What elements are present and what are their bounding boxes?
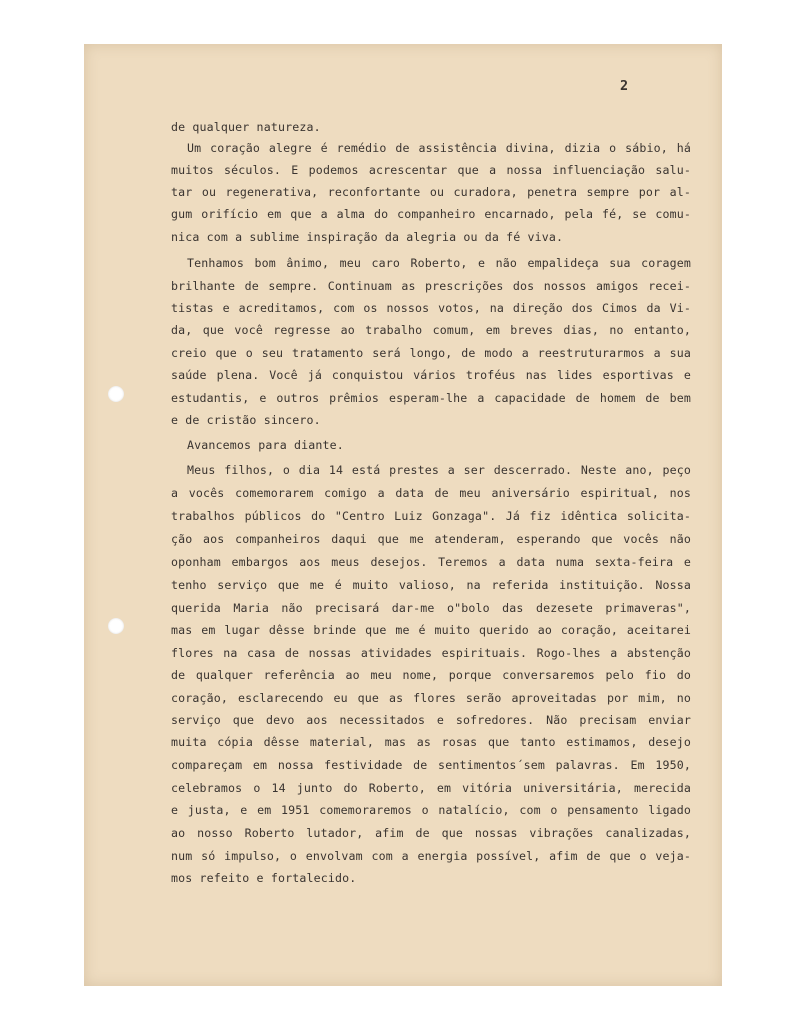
text-line: celebramos o 14 junto do Roberto, em vitória universitária, merecida (171, 781, 691, 795)
text-line: serviço que devo aos necessitados e sofredores. Não precisam enviar (171, 713, 691, 727)
text-line: tar ou regenerativa, reconfortante ou curadora, penetra sempre por al- (171, 185, 691, 199)
text-line: ao nosso Roberto lutador, afim de que nossas vibrações canalizadas, (171, 826, 691, 840)
page-number: 2 (620, 78, 629, 94)
text-line: gum orifício em que a alma do companheiro encarnado, pela fé, se comu- (171, 207, 691, 221)
text-line: ção aos companheiros daqui que me atenderam, esperando que vocês não (171, 532, 691, 546)
text-line: Tenhamos bom ânimo, meu caro Roberto, e não empalideça sua coragem (187, 256, 691, 270)
text-line: trabalhos públicos do "Centro Luiz Gonzaga". Já fiz idêntica solicita- (171, 509, 691, 523)
text-line: creio que o seu tratamento será longo, de modo a reestruturarmos a sua (171, 346, 691, 360)
text-line: muita cópia dêsse material, mas as rosas que tanto estimamos, desejo (171, 735, 691, 749)
text-line: mos refeito e fortalecido. (171, 871, 357, 885)
text-line: tenho serviço que me é muito valioso, na referida instituição. Nossa (171, 578, 691, 592)
text-line: compareçam em nossa festividade de sentimentos´sem palavras. Em 1950, (171, 758, 691, 772)
typewritten-page (84, 44, 722, 986)
letter-body (84, 44, 722, 986)
text-line: brilhante de sempre. Continuam as prescrições dos nossos amigos recei- (171, 279, 691, 293)
text-line: tistas e acreditamos, com os nossos votos, na direção dos Cimos da Vi- (171, 301, 691, 315)
text-line: flores na casa de nossas atividades espirituais. Rogo-lhes a abstenção (171, 646, 691, 660)
text-line: num só impulso, o envolvam com a energia possível, afim de que o veja- (171, 849, 691, 863)
text-line: de qualquer natureza. (171, 120, 321, 134)
text-line: e de cristão sincero. (171, 413, 321, 427)
text-line: nica com a sublime inspiração da alegria ou da fé viva. (171, 230, 564, 244)
text-line: estudantis, e outros prêmios esperam-lhe a capacidade de homem de bem (171, 391, 691, 405)
text-line: muitos séculos. E podemos acrescentar que a nossa influenciação salu- (171, 163, 691, 177)
text-line: Avancemos para diante. (187, 438, 344, 452)
text-line: e justa, e em 1951 comemoraremos o natalício, com o pensamento ligado (171, 803, 691, 817)
text-line: saúde plena. Você já conquistou vários troféus nas lides esportivas e (171, 368, 691, 382)
text-line: de qualquer referência ao meu nome, porque conversaremos pelo fio do (171, 668, 691, 682)
text-line: Meus filhos, o dia 14 está prestes a ser descerrado. Neste ano, peço (187, 463, 691, 477)
text-line: coração, esclarecendo eu que as flores serão aproveitadas por mim, no (171, 691, 691, 705)
text-line: oponham embargos aos meus desejos. Teremos a data numa sexta-feira e (171, 555, 691, 569)
text-line: Um coração alegre é remédio de assistência divina, dizia o sábio, há (187, 141, 691, 155)
text-line: querida Maria não precisará dar-me o"bolo das dezesete primaveras", (171, 601, 691, 615)
text-line: a vocês comemorarem comigo a data de meu aniversário espiritual, nos (171, 486, 691, 500)
text-line: da, que você regresse ao trabalho comum, em breves dias, no entanto, (171, 323, 691, 337)
text-line: mas em lugar dêsse brinde que me é muito querido ao coração, aceitarei (171, 623, 691, 637)
